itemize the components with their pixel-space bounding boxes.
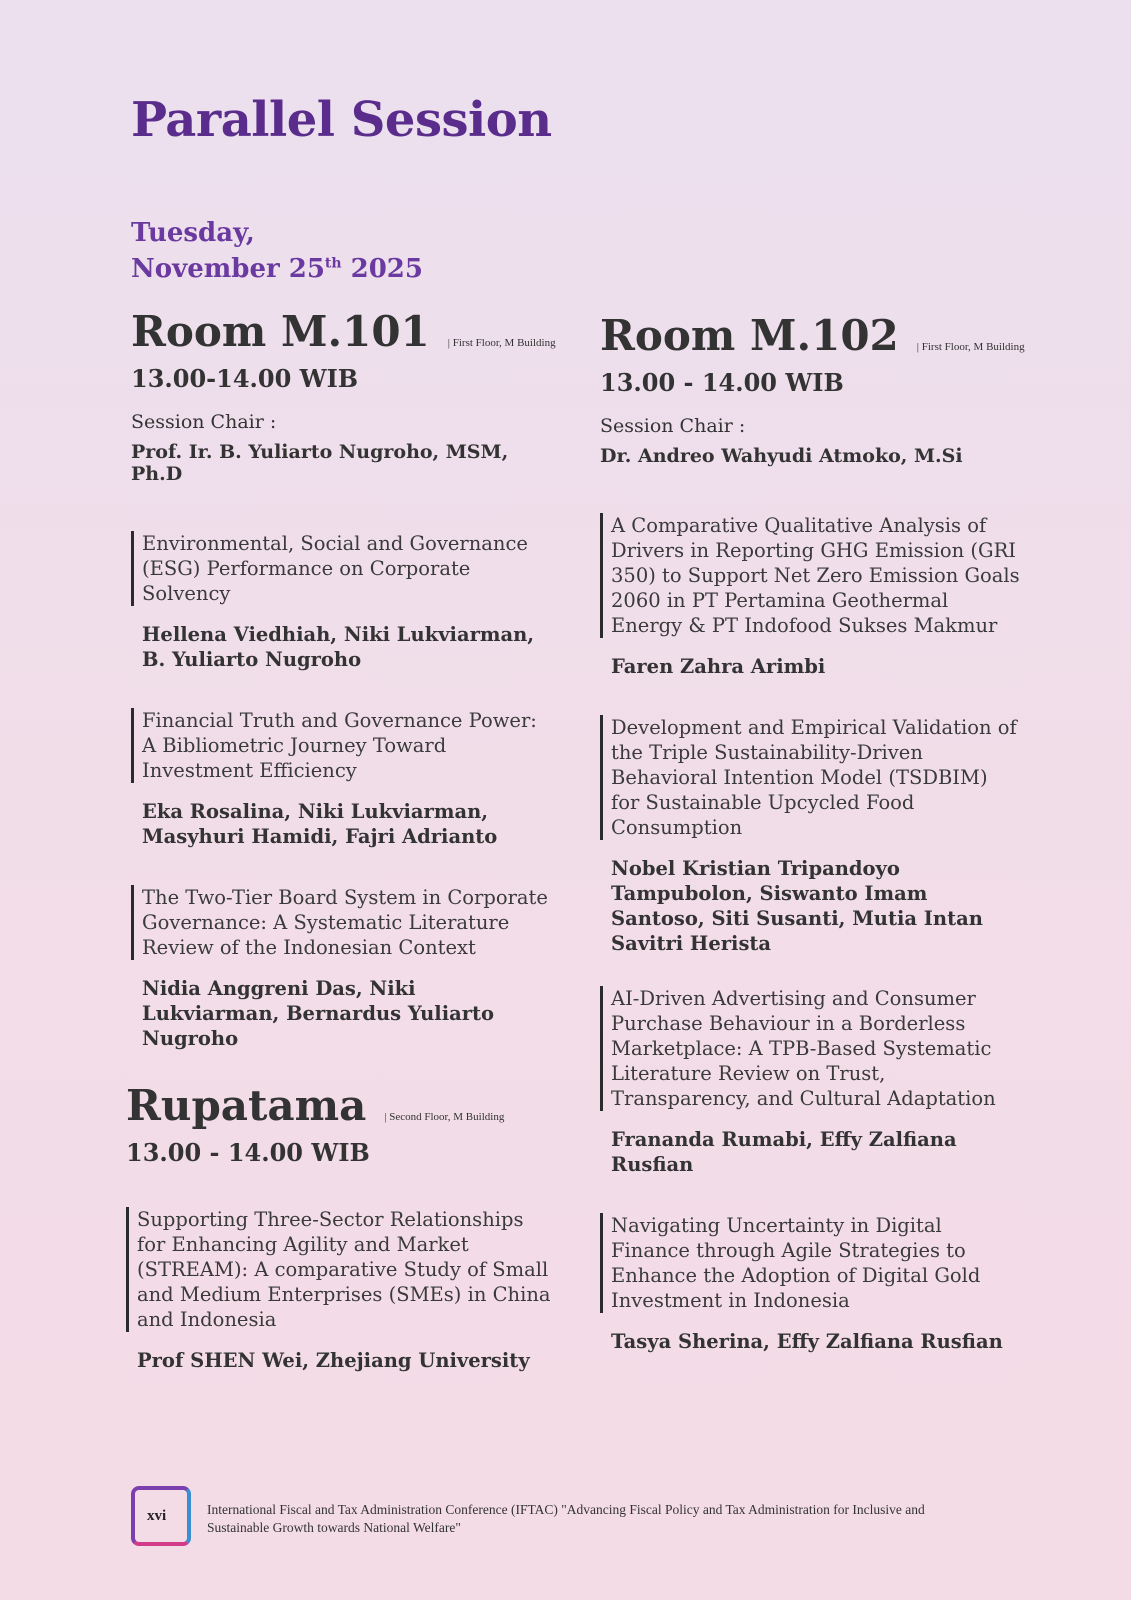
session-chair-label: Session Chair : [131,411,277,433]
session-time: 13.00-14.00 WIB [131,364,359,393]
paper-title: The Two-Tier Board System in Corporate Governance: A Systematic Literature Review of the Indonesian Context [131,885,551,960]
paper-list [131,531,551,1051]
paper-item [600,513,1020,679]
paper-title: Navigating Uncertainty in Digital Finance through Agile Strategies to Enhance the Adoption of Digital Gold Investment in Indonesia [600,1213,1020,1313]
room-m102-section [600,311,1025,1374]
room-header [600,311,1025,360]
paper-title: Financial Truth and Governance Power: A Bibliometric Journey Toward Investment Efficiency [131,708,551,783]
paper-authors: Eka Rosalina, Niki Lukviarman, Masyhuri Hamidi, Fajri Adrianto [142,800,498,848]
paper-authors: Nobel Kristian Tripandoyo Tampubolon, Siswanto Imam Santoso, Siti Susanti, Mutia Intan Savitri Herista [611,857,983,955]
session-chair-label: Session Chair : [600,415,746,437]
paper-authors: Hellena Viedhiah, Niki Lukviarman, B. Yuliarto Nugroho [142,623,535,671]
room-location: | First Floor, M Building [447,337,556,349]
conference-logo [131,1486,197,1552]
paper-item [600,986,1020,1177]
footer [131,1486,987,1552]
room-location: | Second Floor, M Building [384,1111,505,1123]
date-year: 2025 [341,254,423,284]
room-name: Room M.101 [131,307,430,356]
room-rupatama-section [126,1081,556,1393]
session-date [131,215,423,287]
date-month-day: November 25 [131,254,325,284]
session-chair-name: Prof. Ir. B. Yuliarto Nugroho, MSM, Ph.D [131,441,509,485]
paper-title: A Comparative Qualitative Analysis of Drivers in Reporting GHG Emission (GRI 350) to Support Net Zero Emission Goals 2060 in PT Pertamina Geothermal Energy & PT Indofood Sukses Makmur [600,513,1020,638]
paper-authors: Nidia Anggreni Das, Niki Lukviarman, Bernardus Yuliarto Nugroho [142,977,495,1050]
paper-item [131,885,551,1051]
room-name: Rupatama [126,1081,367,1130]
paper-item [600,715,1020,956]
paper-title: Development and Empirical Validation of the Triple Sustainability-Driven Behavioral Intention Model (TSDBIM) for Sustainable Upcycled Food Consumption [600,715,1020,840]
paper-authors: Frananda Rumabi, Effy Zalfiana Rusfian [611,1128,957,1176]
paper-item [600,1213,1020,1354]
paper-title: Environmental, Social and Governance (ESG) Performance on Corporate Solvency [131,531,551,606]
paper-item [131,708,551,849]
logo-text: xvi [147,1508,167,1524]
session-time: 13.00 - 14.00 WIB [126,1138,370,1167]
room-location: | First Floor, M Building [916,341,1025,353]
paper-list [126,1207,556,1373]
room-header [131,307,556,356]
paper-authors: Faren Zahra Arimbi [611,655,826,678]
session-time: 13.00 - 14.00 WIB [600,368,844,397]
footer-text: International Fiscal and Tax Administration Conference (IFTAC) "Advancing Fiscal Policy and Tax Administration for Inclusive and Sustainable Growth towards National Welfare" [207,1502,925,1535]
paper-title: Supporting Three-Sector Relationships for Enhancing Agility and Market (STREAM): A comparative Study of Small and Medium Enterprises (SMEs) in China and Indonesia [126,1207,556,1332]
paper-list [600,513,1020,1354]
room-header [126,1081,556,1130]
paper-authors: Prof SHEN Wei, Zhejiang University [137,1349,530,1372]
paper-item [126,1207,556,1373]
page-title: Parallel Session [131,92,552,148]
date-suffix: th [324,255,342,272]
room-m101-section [131,307,556,1071]
date-weekday: Tuesday, [131,218,255,248]
room-name: Room M.102 [600,311,899,360]
paper-title: AI-Driven Advertising and Consumer Purchase Behaviour in a Borderless Marketplace: A TPB-Based Systematic Literature Review on Trust, Transparency, and Cultural Adaptation [600,986,1020,1111]
paper-authors: Tasya Sherina, Effy Zalfiana Rusfian [611,1330,1003,1353]
paper-item [131,531,551,672]
session-chair-name: Dr. Andreo Wahyudi Atmoko, M.Si [600,445,963,467]
date-full [131,251,423,287]
